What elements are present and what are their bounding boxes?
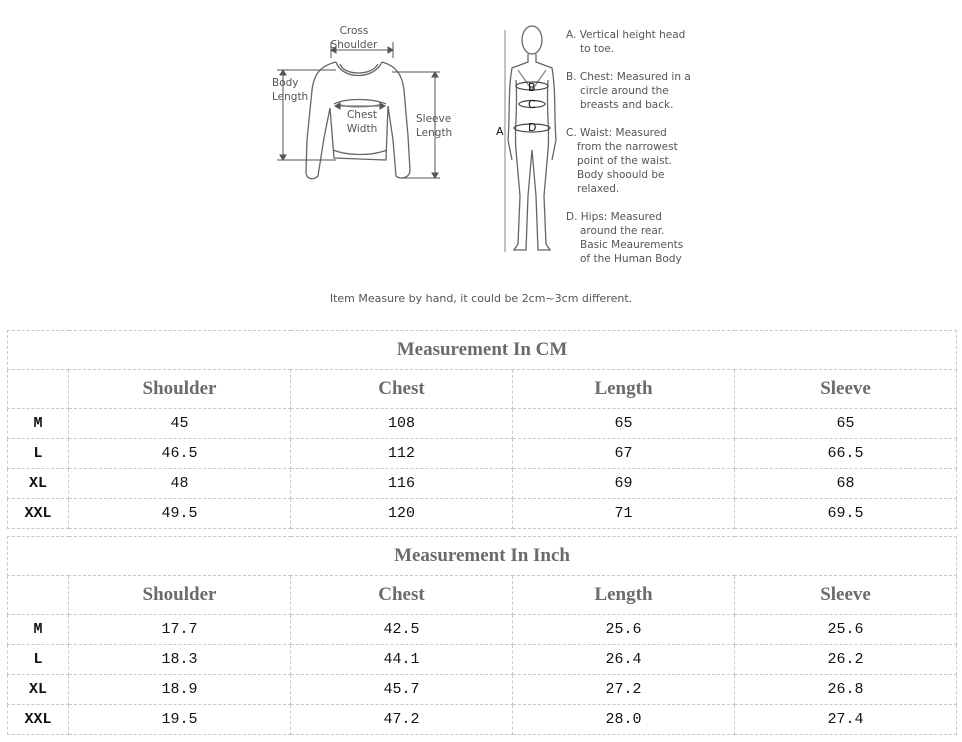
size-label: XXL (8, 499, 69, 529)
column-header: Sleeve (735, 370, 957, 409)
body-length-label: Body Length (272, 77, 309, 103)
point-b-label: B (528, 81, 536, 94)
table-cell: 69.5 (735, 499, 957, 529)
corner-cell (8, 576, 69, 615)
column-header: Length (513, 370, 735, 409)
table-cell: 45.7 (291, 675, 513, 705)
size-label: XXL (8, 705, 69, 735)
size-label: M (8, 409, 69, 439)
table-cell: 18.9 (69, 675, 291, 705)
table-row (8, 675, 957, 705)
size-label: L (8, 439, 69, 469)
table-cell: 47.2 (291, 705, 513, 735)
cross-shoulder-label: Cross Shoulder (330, 25, 378, 51)
table-cell: 42.5 (291, 615, 513, 645)
table-row (8, 469, 957, 499)
table-row (8, 705, 957, 735)
column-header: Sleeve (735, 576, 957, 615)
note-d: D. Hips: Measured around the rear. Basic Meaurements of the Human Body (566, 211, 684, 265)
sleeve-length-label: Sleeve Length (416, 113, 453, 139)
table-cell: 67 (513, 439, 735, 469)
size-table-cm (7, 330, 957, 529)
header-row (8, 576, 957, 615)
size-table-inch (7, 536, 957, 735)
table-cell: 108 (291, 409, 513, 439)
table-cell: 69 (513, 469, 735, 499)
point-c-label: C (528, 98, 536, 111)
table-cell: 65 (513, 409, 735, 439)
table-cell: 26.2 (735, 645, 957, 675)
corner-cell (8, 370, 69, 409)
column-header: Shoulder (69, 370, 291, 409)
table-cell: 26.8 (735, 675, 957, 705)
column-header: Length (513, 576, 735, 615)
table-title: Measurement In Inch (8, 537, 957, 576)
table-cell: 112 (291, 439, 513, 469)
table-cell: 27.4 (735, 705, 957, 735)
note-b: B. Chest: Measured in a circle around the breasts and back. (566, 71, 691, 111)
point-d-label: D (528, 121, 537, 134)
table-cell: 48 (69, 469, 291, 499)
header-row (8, 370, 957, 409)
column-header: Chest (291, 576, 513, 615)
table-cell: 45 (69, 409, 291, 439)
table-cell: 25.6 (735, 615, 957, 645)
size-label: XL (8, 675, 69, 705)
table-cell: 68 (735, 469, 957, 499)
size-label: L (8, 645, 69, 675)
table-cell: 46.5 (69, 439, 291, 469)
size-label: M (8, 615, 69, 645)
table-cell: 71 (513, 499, 735, 529)
point-a-label: A (496, 125, 504, 138)
table-title: Measurement In CM (8, 331, 957, 370)
table-row (8, 645, 957, 675)
measurement-diagram (0, 0, 962, 320)
table-row (8, 499, 957, 529)
table-cell: 19.5 (69, 705, 291, 735)
sweater-illustration (0, 0, 962, 320)
table-cell: 49.5 (69, 499, 291, 529)
table-cell: 18.3 (69, 645, 291, 675)
table-row (8, 615, 957, 645)
table-cell: 26.4 (513, 645, 735, 675)
table-row (8, 409, 957, 439)
table-row (8, 439, 957, 469)
chest-width-label: Chest Width (346, 109, 378, 135)
table-cell: 25.6 (513, 615, 735, 645)
measure-disclaimer: Item Measure by hand, it could be 2cm~3cm different. (329, 292, 633, 305)
column-header: Shoulder (69, 576, 291, 615)
table-cell: 120 (291, 499, 513, 529)
column-header: Chest (291, 370, 513, 409)
table-cell: 66.5 (735, 439, 957, 469)
note-c: C. Waist: Measured from the narrowest point of the waist. Body shoould be relaxed. (566, 127, 678, 195)
table-cell: 116 (291, 469, 513, 499)
table-cell: 65 (735, 409, 957, 439)
note-a: A. Vertical height head to toe. (566, 29, 686, 55)
table-cell: 28.0 (513, 705, 735, 735)
table-cell: 27.2 (513, 675, 735, 705)
table-cell: 17.7 (69, 615, 291, 645)
size-label: XL (8, 469, 69, 499)
table-cell: 44.1 (291, 645, 513, 675)
